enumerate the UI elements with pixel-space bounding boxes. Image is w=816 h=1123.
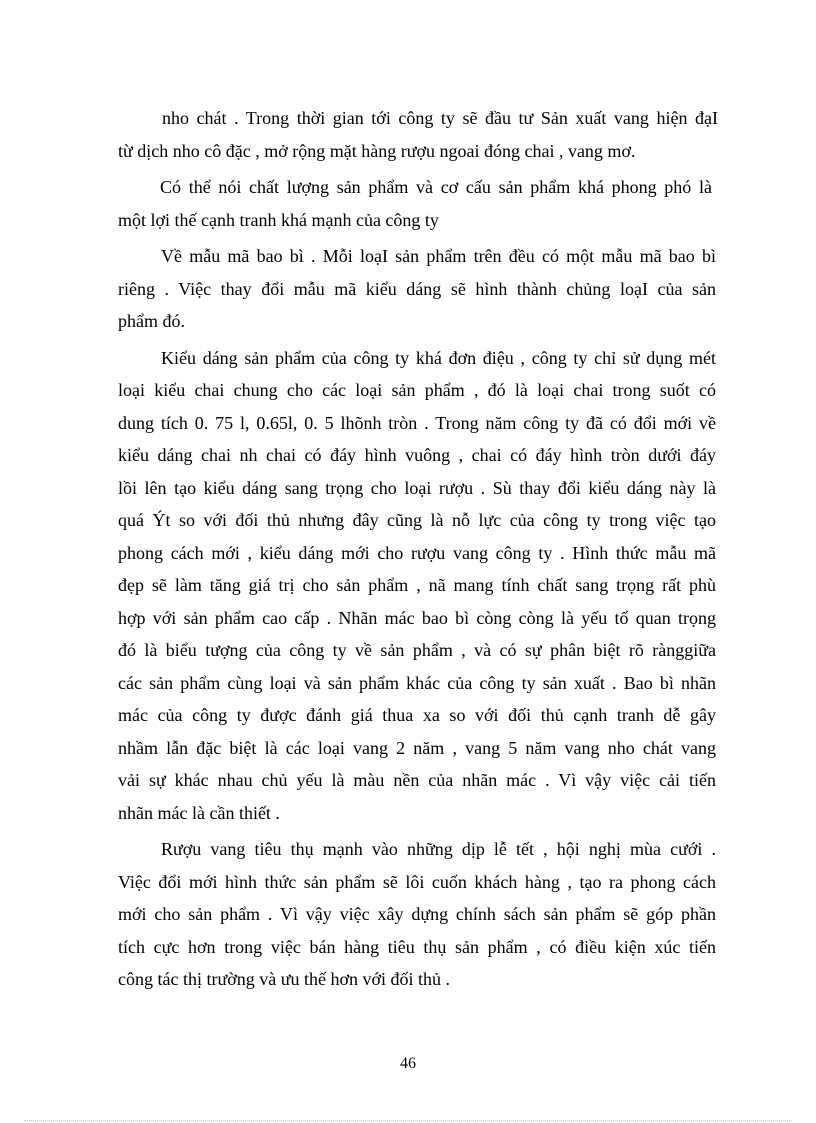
paragraph-3 xyxy=(118,240,718,338)
text-line: phong cách mới , kiểu dáng mới cho rượu vang công ty . Hình thức mẫu mã xyxy=(118,542,716,563)
paragraph-1 xyxy=(118,102,718,167)
text-line: các sản phẩm cùng loại và sản phẩm khác của công ty sản xuất . Bao bì nhãn xyxy=(118,672,716,693)
text-line: đẹp sẽ làm tăng giá trị cho sản phẩm , nã mang tính chất sang trọng rất phù xyxy=(118,575,716,595)
text-line: Về mẫu mã bao bì . Mỗi loạI sản phẩm trên đều có một mẫu mã bao bì xyxy=(161,246,716,266)
text-line: hợp với sản phẩm cao cấp . Nhãn mác bao bì còng còng là yếu tố quan trọng xyxy=(118,607,716,628)
text-line: đó là biểu tượng của công ty về sản phẩm , và có sự phân biệt rõ rànggiữa xyxy=(118,640,716,660)
text-line: phẩm đó. xyxy=(118,311,185,331)
text-line: từ dịch nho cô đặc , mở rộng mặt hàng rượu ngoai đóng chai , vang mơ. xyxy=(118,140,636,161)
text-line: Kiểu dáng sản phẩm của công ty khá đơn điệu , công ty chỉ sử dụng mét xyxy=(161,347,716,368)
page-number: 46 xyxy=(400,1055,416,1072)
text-line: nhầm lẫn đặc biệt là các loại vang 2 năm , vang 5 năm vang nho chát vang xyxy=(118,737,716,758)
body-text xyxy=(118,102,718,1000)
text-line: kiểu dáng chai nh chai có đáy hình vuông , chai có đáy hình tròn dưới đáy xyxy=(118,445,716,465)
page-bottom-divider xyxy=(24,1120,792,1121)
text-line: Rượu vang tiêu thụ mạnh vào những dịp lễ tết , hội nghị mùa cưới . xyxy=(161,839,716,859)
text-line: dung tích 0. 75 l, 0.65l, 0. 5 lhõnh tròn . Trong năm công ty đã có đổi mới về xyxy=(118,412,716,433)
text-line: một lợi thế cạnh tranh khá mạnh của công ty xyxy=(118,209,439,230)
text-line: quá Ýt so với đối thủ nhưng đây cũng là nỗ lực của công ty trong việc tạo xyxy=(118,510,716,530)
text-line: mác của công ty được đánh giá thua xa so với đối thủ cạnh tranh dễ gây xyxy=(118,705,716,725)
text-line: loại kiểu chai chung cho các loại sản phẩm , đó là loại chai trong suốt có xyxy=(118,380,716,400)
paragraph-5 xyxy=(118,833,718,996)
text-line: tích cực hơn trong việc bán hàng tiêu thụ sản phẩm , có điều kiện xúc tiến xyxy=(118,936,716,957)
text-line: riêng . Việc thay đổi mẫu mã kiểu dáng sẽ hình thành chủng loạI của sản xyxy=(118,278,716,299)
text-line: nhãn mác là cần thiết . xyxy=(118,802,280,823)
text-line: lồi lên tạo kiểu dáng sang trọng cho loại rượu . Sù thay đổi kiểu dáng này là xyxy=(118,477,716,498)
paragraph-4 xyxy=(118,342,718,830)
paragraph-2 xyxy=(118,171,718,236)
text-line: Việc đổi mới hình thức sản phẩm sẽ lôi cuốn khách hàng , tạo ra phong cách xyxy=(118,871,716,892)
text-line: vải sự khác nhau chủ yếu là màu nền của nhãn mác . Vì vậy việc cải tiến xyxy=(118,770,716,790)
text-line: Có thể nói chất lượng sản phẩm và cơ cấu sản phẩm khá phong phó là xyxy=(160,177,712,197)
text-line: công tác thị trường và ưu thế hơn với đối thủ . xyxy=(118,969,451,989)
text-line: nho chát . Trong thời gian tới công ty sẽ đầu tư Sản xuất vang hiện đạI xyxy=(162,108,718,128)
text-line: mới cho sản phẩm . Vì vậy việc xây dựng chính sách sản phẩm sẽ góp phần xyxy=(118,904,716,924)
